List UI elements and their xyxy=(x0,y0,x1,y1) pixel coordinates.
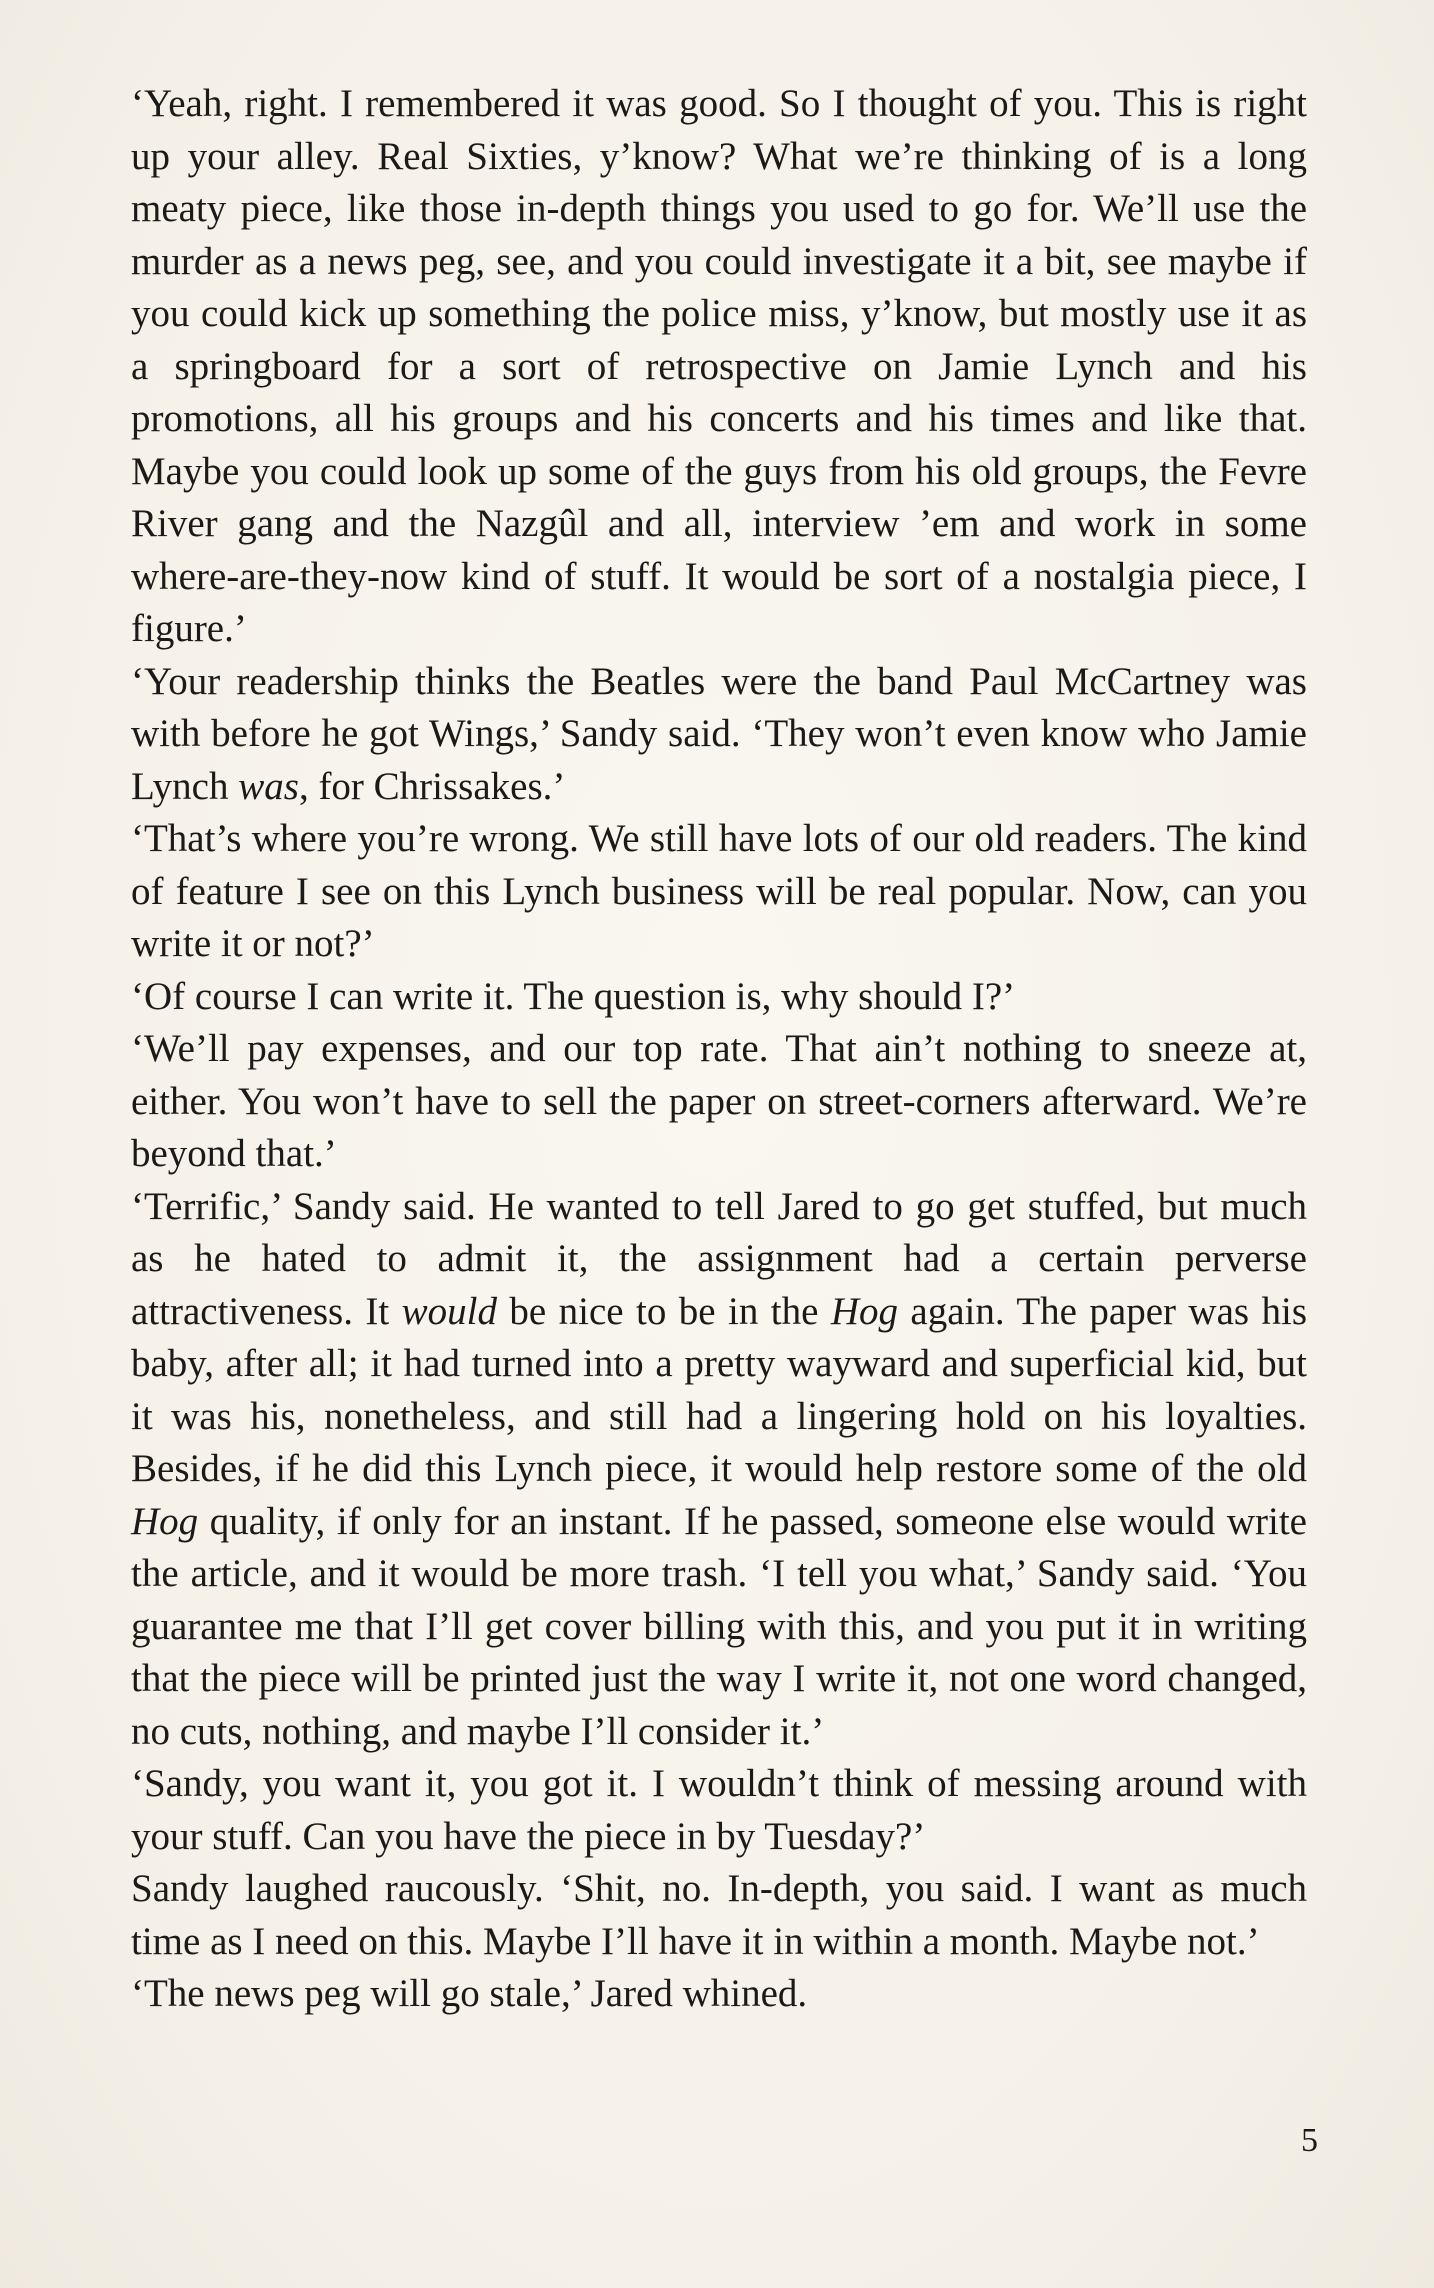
text-run: ‘Of course I can write it. The question is, why should I?’ xyxy=(131,974,1016,1018)
italic-text: was xyxy=(238,764,299,808)
text-run: again. The paper was his baby, after all; it had turned into a pretty wayward and superficial kid, but it was his, nonetheless, and still had a lingering hold on his loyalties. Besides, if he did this Lynch piece, it would help restore some of the old xyxy=(131,1289,1308,1490)
paragraph xyxy=(131,1023,1307,1181)
page-number: 5 xyxy=(1301,2122,1318,2159)
text-run: ‘Sandy, you want it, you got it. I wouldn’t think of messing around with your stuff. Can you have the piece in by Tuesday?’ xyxy=(131,1762,1307,1858)
text-run: ‘Yeah, right. I remembered it was good. So I thought of you. This is right up your alley. Real Sixties, y’know? What we’re thinking of is a long meaty piece, like those in-depth things you used to go for. We’ll use the murder as a news peg, see, and you could investigate it a bit, see maybe if you could kick up something the police miss, y’know, but mostly use it as a springboard for a sort of retrospective on Jamie Lynch and his promotions, all his groups and his concerts and his times and like that. Maybe you could look up some of the guys from his old groups, the Fevre River gang and the Nazgûl and all, interview ’em and work in some where-are-they-now kind of stuff. It would be sort of a nostalgia piece, I figure.’ xyxy=(131,82,1307,650)
text-run: ‘Your readership thinks the Beatles were the band Paul McCartney was with before he got Wings,’ Sandy said. ‘They won’t even know who Jamie Lynch xyxy=(131,659,1307,808)
italic-text: Hog xyxy=(131,1499,199,1543)
text-run: ‘That’s where you’re wrong. We still have lots of our old readers. The kind of feature I see on this Lynch business will be real popular. Now, can you write it or not?’ xyxy=(131,817,1307,965)
paragraph xyxy=(131,971,1307,1024)
paragraph xyxy=(131,813,1307,971)
paragraph xyxy=(131,1968,1307,2021)
text-run: Sandy laughed raucously. ‘Shit, no. In-depth, you said. I want as much time as I need on this. Maybe I’ll have it in within a month. Maybe not.’ xyxy=(131,1867,1307,1963)
paragraph xyxy=(131,78,1307,656)
text-run: ‘Terrific,’ Sandy said. He wanted to tell Jared to go get stuffed, but much as he hated to admit it, the assignment had a certain perverse attractiveness. It xyxy=(131,1184,1307,1333)
text-run: be nice to be in the xyxy=(497,1289,831,1333)
paragraph xyxy=(131,1758,1307,1863)
text-run: ‘The news peg will go stale,’ Jared whined. xyxy=(131,1972,808,2015)
text-run: quality, if only for an instant. If he passed, someone else would write the article, and it would be more trash. ‘I tell you what,’ Sandy said. ‘You guarantee me that I’ll get cover billing with this, and you put it in writing that the piece will be printed just the way I write it, not one word changed, no cuts, nothing, and maybe I’ll consider it.’ xyxy=(131,1499,1307,1753)
paragraph xyxy=(131,1181,1307,1759)
paragraph xyxy=(131,656,1307,814)
paragraph xyxy=(131,1863,1307,1968)
italic-text: Hog xyxy=(830,1289,899,1333)
text-run: , for Chrissakes.’ xyxy=(298,764,566,808)
italic-text: would xyxy=(401,1289,498,1333)
text-run: ‘We’ll pay expenses, and our top rate. That ain’t nothing to sneeze at, either. You won’t have to sell the paper on street-corners afterward. We’re beyond that.’ xyxy=(131,1027,1307,1175)
body-text xyxy=(131,78,1307,2021)
